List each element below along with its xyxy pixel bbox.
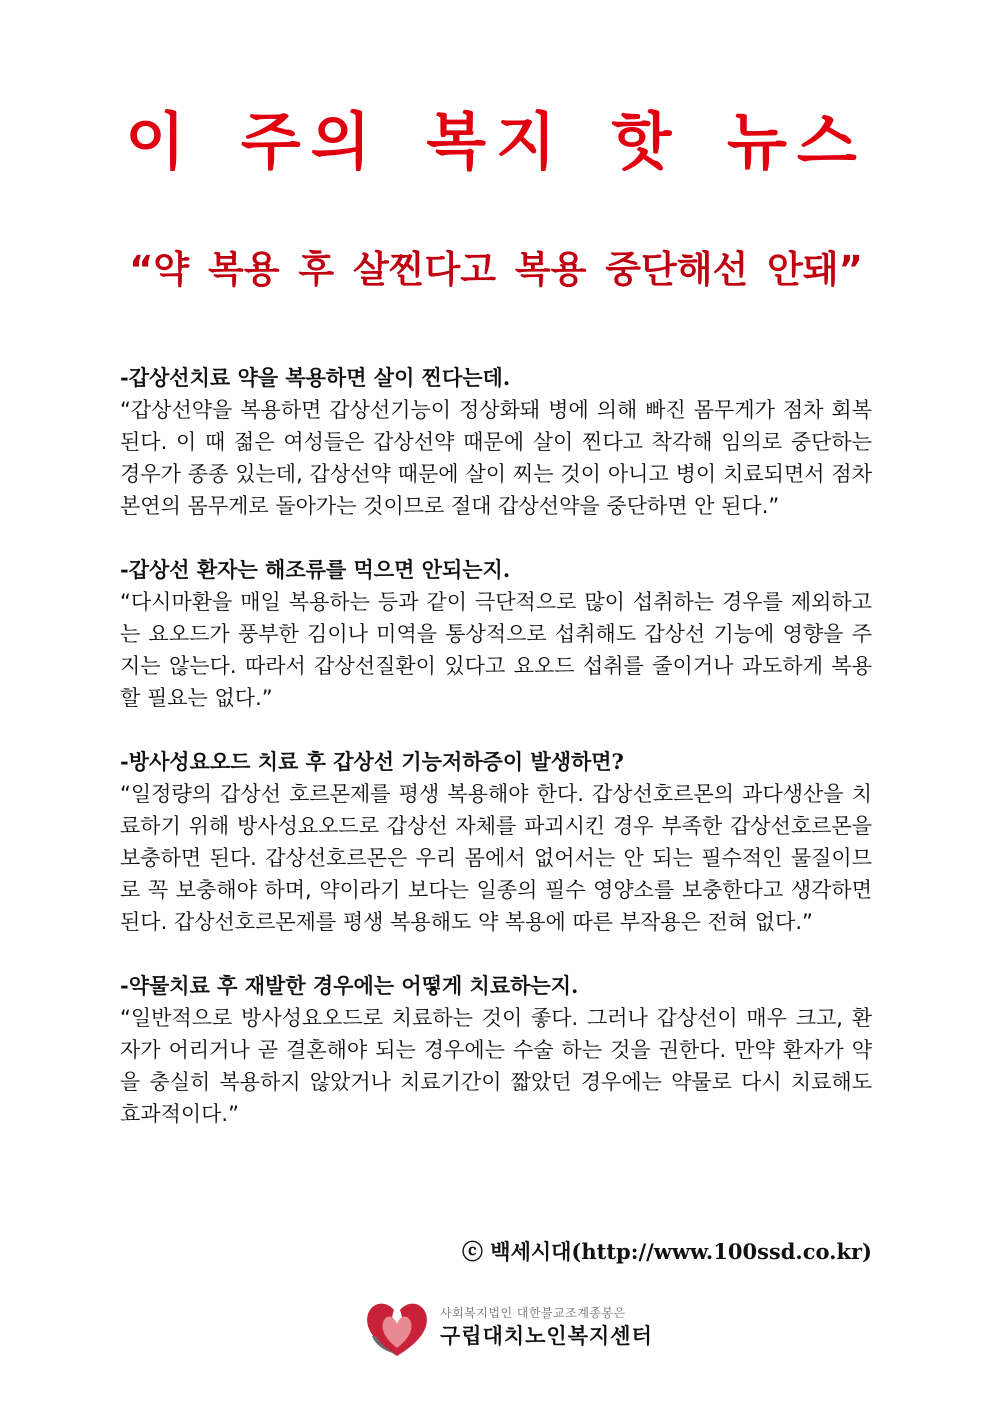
qa-section-3 [120, 746, 872, 938]
answer-4: “일반적으로 방사성요오드로 치료하는 것이 좋다. 그러나 갑상선이 매우 크고, 환자가 어리거나 곧 결혼해야 되는 경우에는 수술 하는 것을 권한다. 만약 환자가 약을 충실히 복용하지 않았거나 치료기간이 짧았던 경우에는 약물로 다시 치료해도 효과적이다.” [120, 1006, 872, 1126]
article-body [120, 362, 872, 1162]
copyright-source: ⓒ 백세시대(http://www.100ssd.co.kr) [461, 1239, 872, 1264]
organization-logo [362, 1292, 653, 1362]
answer-2: “다시마환을 매일 복용하는 등과 같이 극단적으로 많이 섭취하는 경우를 제외하고는 요오드가 풍부한 김이나 미역을 통상적으로 섭취해도 갑상선 기능에 영향을 주지는 않는다. 따라서 갑상선질환이 있다고 요오드 섭취를 줄이거나 과도하게 복용할 필요는 없다.” [120, 590, 872, 710]
qa-section-2 [120, 554, 872, 714]
news-headline: “약 복용 후 살찐다고 복용 중단해선 안돼” [129, 248, 863, 291]
organization-subtitle: 사회복지법인 대한불교조계종봉은 [440, 1306, 626, 1320]
question-3: -방사성요오드 치료 후 갑상선 기능저하증이 발생하면? [120, 749, 624, 774]
lotus-heart-icon [362, 1292, 432, 1362]
answer-3: “일정량의 갑상선 호르몬제를 평생 복용해야 한다. 갑상선호르몬의 과다생산을 치료하기 위해 방사성요오드로 갑상선 자체를 파괴시킨 경우 부족한 갑상선호르몬을 보충하면 된다. 갑상선호르몬은 우리 몸에서 없어서는 안 되는 필수적인 물질이므로 꼭 보충해야 하며, 약이라기 보다는 일종의 필수 영양소를 보충한다고 생각하면 된다. 갑상선호르몬제를 평생 복용해도 약 복용에 따른 부작용은 전혀 없다.” [120, 782, 872, 934]
question-4: -약물치료 후 재발한 경우에는 어떻게 치료하는지. [120, 973, 579, 998]
qa-section-4 [120, 970, 872, 1130]
page-title: 이 주의 복지 핫 뉴스 [125, 105, 867, 178]
organization-name: 구립대치노인복지센터 [440, 1324, 653, 1348]
qa-section-1 [120, 362, 872, 522]
question-1: -갑상선치료 약을 복용하면 살이 찐다는데. [120, 365, 511, 390]
answer-1: “갑상선약을 복용하면 갑상선기능이 정상화돼 병에 의해 빠진 몸무게가 점차 회복된다. 이 때 젊은 여성들은 갑상선약 때문에 살이 찐다고 착각해 임의로 중단하는 경우가 종종 있는데, 갑상선약 때문에 살이 찌는 것이 아니고 병이 치료되면서 점차 본연의 몸무게로 돌아가는 것이므로 절대 갑상선약을 중단하면 안 된다.” [120, 398, 872, 518]
question-2: -갑상선 환자는 해조류를 먹으면 안되는지. [120, 557, 511, 582]
